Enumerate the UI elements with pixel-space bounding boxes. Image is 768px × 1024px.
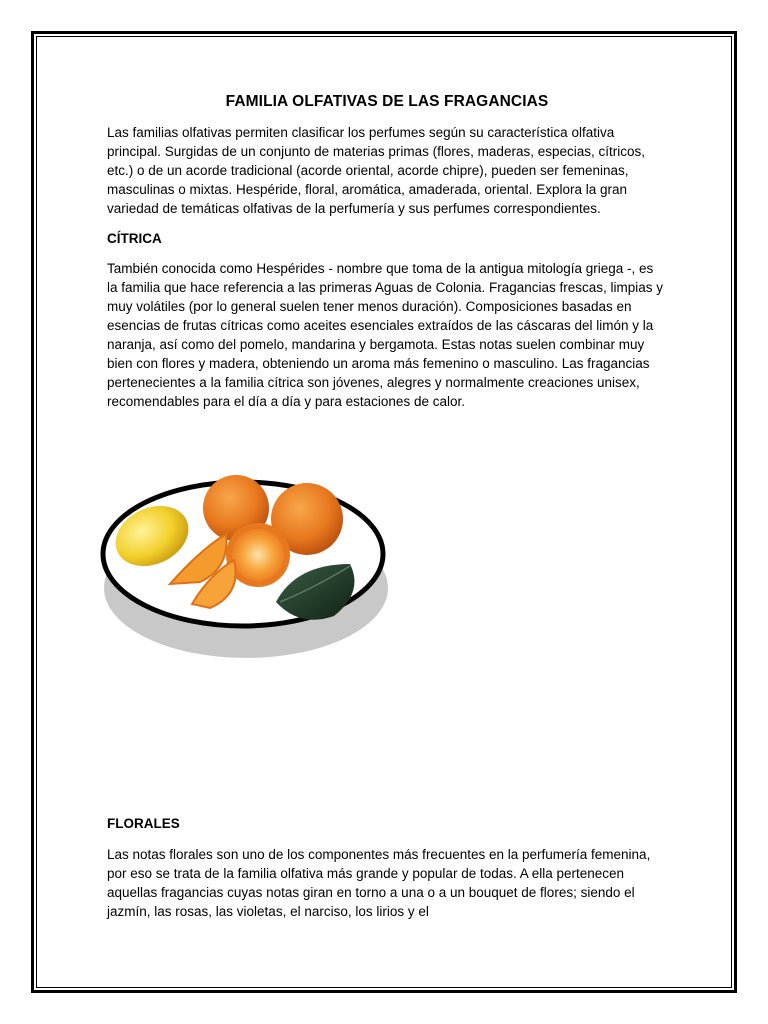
section-body-citrica: También conocida como Hespérides - nombre que toma de la antigua mitología griega -, es la familia que hace referencia a las primeras Aguas de Colonia. Fragancias frescas, limpias y muy volátiles (por lo general suelen tener menos duración). Composiciones basadas en esencias de frutas cítricas como aceites esenciales extraídos de las cáscaras del limón y la naranja, así como del pomelo, mandarina y bergamota. Estas notas suelen combinar muy bien con flores y madera, obteniendo un aroma más femenino o masculino. Las fragancias pertenecientes a la familia cítrica son jóvenes, alegres y normalmente creaciones unisex, recomendables para el día a día y para estaciones de calor. — [107, 261, 664, 409]
intro-paragraph: Las familias olfativas permiten clasificar los perfumes según su característica olfativa principal. Surgidas de un conjunto de materias primas (flores, maderas, especias, cítricos, etc.) o de un acorde tradicional (acorde oriental, acorde chipre), pueden ser femeninas, masculinas o mixtas. Hespéride, floral, aromática, amaderada, oriental. Explora la gran variedad de temáticas olfativas de la perfumería y sus perfumes correspondientes. — [107, 125, 645, 216]
document-title: FAMILIA OLFATIVAS DE LAS FRAGANCIAS — [225, 93, 549, 110]
section-heading-florales: FLORALES — [107, 816, 180, 831]
section-heading-citrica: CÍTRICA — [107, 231, 162, 246]
orange-half-flesh — [232, 529, 284, 581]
section-body-florales: Las notas florales son uno de los componentes más frecuentes en la perfumería femenina, por eso se trata de la familia olfativa más grande y popular de todas. A ella pertenecen aquellas fragancias cuyas notas giran en torno a una o a un bouquet de flores; siendo el jazmín, las rosas, las violetas, el narciso, los lirios y el — [107, 847, 651, 919]
document-content — [107, 92, 667, 411]
citrus-plate-image — [100, 456, 396, 664]
